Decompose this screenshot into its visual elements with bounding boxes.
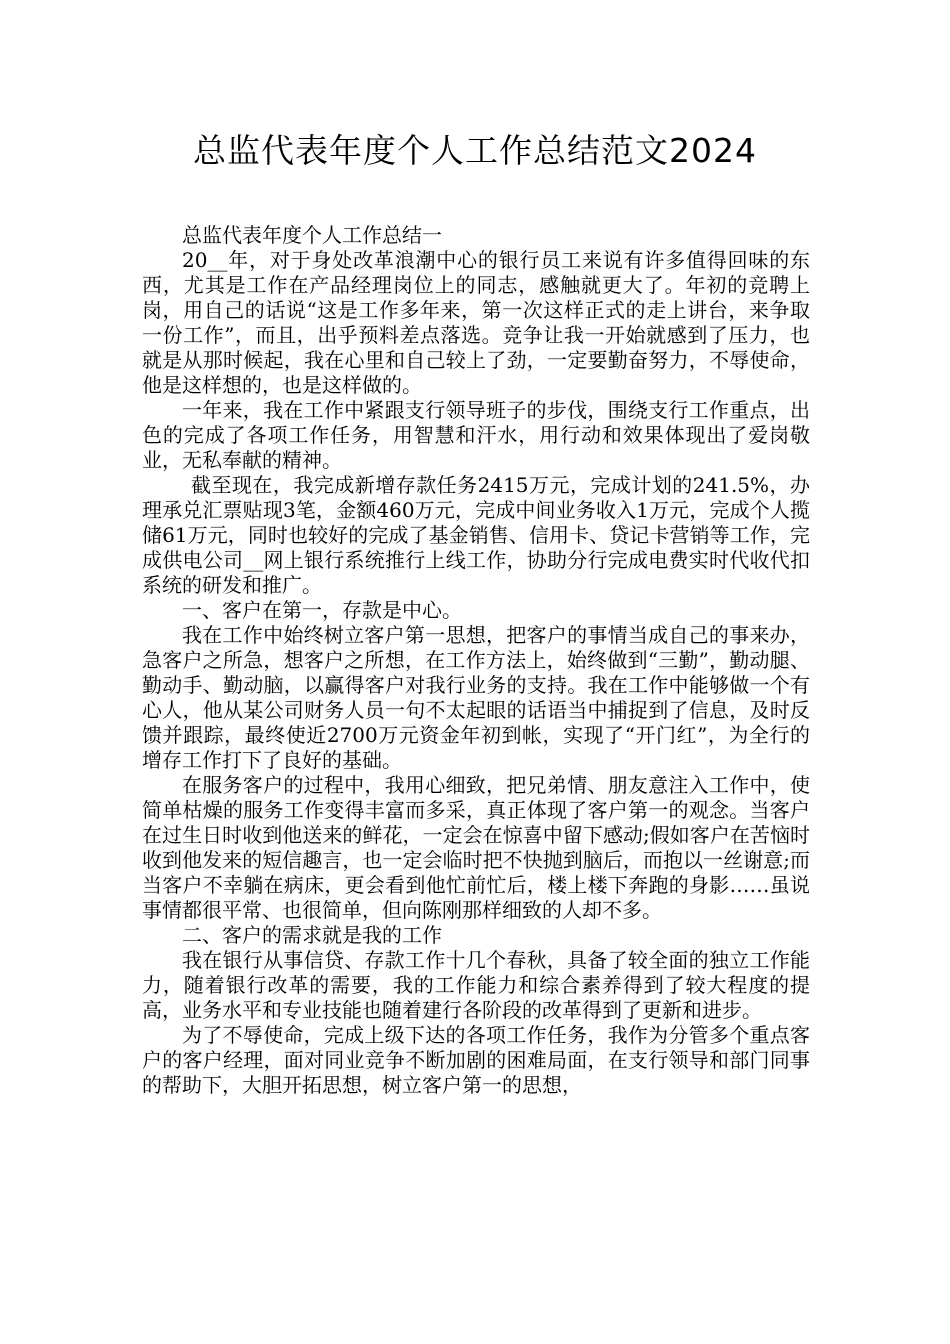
body-paragraph: 我在银行从事信贷、存款工作十几个春秋，具备了较全面的独立工作能力，随着银行改革的需要，我的工作能力和综合素养得到了较大程度的提高，业务水平和专业技能也随着建行各阶段的改革得到了更新和进步。 <box>142 948 810 1022</box>
section-heading: 一、客户在第一，存款是中心。 <box>182 598 462 622</box>
body-paragraph: 为了不辱使命，完成上级下达的各项工作任务，我作为分管多个重点客户的客户经理，面对同业竞争不断加剧的困难局面，在支行领导和部门同事的帮助下，大胆开拓思想，树立客户第一的思想， <box>142 1023 810 1097</box>
body-paragraph: 我在工作中始终树立客户第一思想，把客户的事情当成自己的事来办，急客户之所急，想客户之所想，在工作方法上，始终做到“三勤”，勤动腿、勤动手、勤动脑，以赢得客户对我行业务的支持。我在工作中能够做一个有心人，他从某公司财务人员一句不太起眼的话语当中捕捉到了信息，及时反馈并跟踪，最终使近2700万元资金年初到帐，实现了“开门红”，为全行的增存工作打下了良好的基础。 <box>142 623 810 772</box>
body-paragraph: 截至现在，我完成新增存款任务2415万元，完成计划的241.5%，办理承兑汇票贴现3笔，金额460万元，完成中间业务收入1万元，完成个人揽储61万元，同时也较好的完成了基金销售、信用卡、贷记卡营销等工作，完成供电公司__网上银行系统推行上线工作，协助分行完成电费实时代收代扣系统的研发和推广。 <box>142 473 810 597</box>
section-heading: 二、客户的需求就是我的工作 <box>182 923 442 947</box>
section-heading: 总监代表年度个人工作总结一 <box>182 223 442 247</box>
body-paragraph: 20__年，对于身处改革浪潮中心的银行员工来说有许多值得回味的东西，尤其是工作在产品经理岗位上的同志，感触就更大了。年初的竞聘上岗，用自己的话说“这是工作多年来，第一次这样正式的走上讲台，来争取一份工作”，而且，出乎预料差点落选。竞争让我一开始就感到了压力，也就是从那时候起，我在心里和自己较上了劲，一定要勤奋努力，不辱使命，他是这样想的，也是这样做的。 <box>142 248 810 397</box>
document-title: 总监代表年度个人工作总结范文2024 <box>193 131 757 170</box>
body-paragraph: 一年来，我在工作中紧跟支行领导班子的步伐，围绕支行工作重点，出色的完成了各项工作任务，用智慧和汗水，用行动和效果体现出了爱岗敬业，无私奉献的精神。 <box>142 398 810 472</box>
document-body <box>142 223 810 1098</box>
body-paragraph: 在服务客户的过程中，我用心细致，把兄弟情、朋友意注入工作中，使简单枯燥的服务工作变得丰富而多采，真正体现了客户第一的观念。当客户在过生日时收到他送来的鲜花，一定会在惊喜中留下感动;假如客户在苦恼时收到他发来的短信趣言，也一定会临时把不快抛到脑后，而抱以一丝谢意;而当客户不幸躺在病床，更会看到他忙前忙后，楼上楼下奔跑的身影……虽说事情都很平常、也很简单，但向陈刚那样细致的人却不多。 <box>142 773 810 922</box>
